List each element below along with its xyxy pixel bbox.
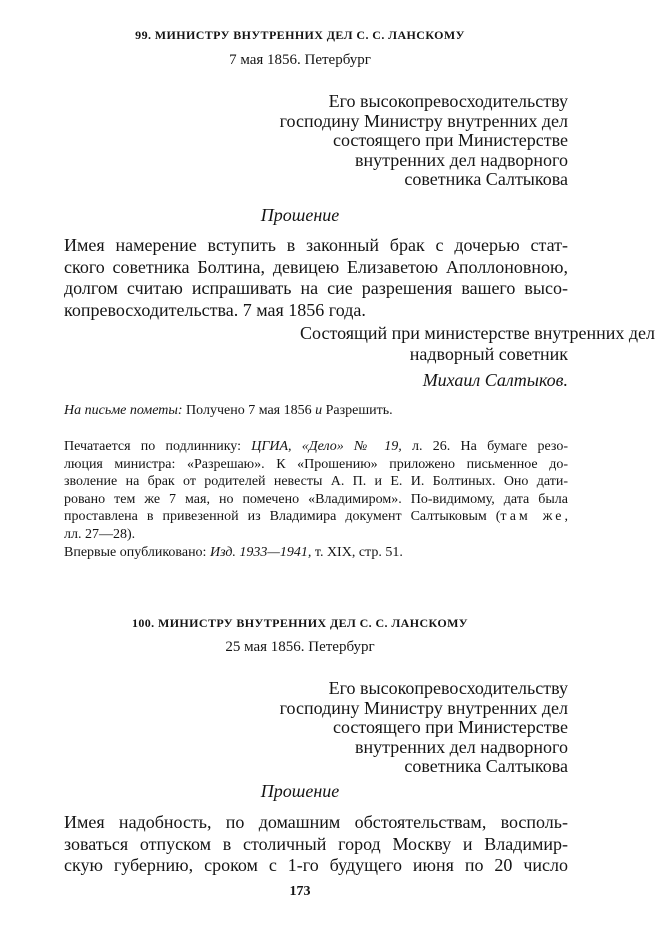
address-line: Его высокопревосходительству <box>328 91 568 111</box>
marks-and: и <box>315 403 323 418</box>
source-text: л. 26. На бумаге резо- <box>401 439 568 454</box>
publication-text: Впервые опубликовано: <box>64 544 210 560</box>
source-spaced: там же <box>500 509 565 525</box>
source-line: лл. 27—28). <box>64 526 136 542</box>
source-line <box>64 438 568 456</box>
body-line: копревосходительства. 7 мая 1856 года. <box>64 299 366 320</box>
page-number: 173 <box>289 884 311 899</box>
body-line: Имея надобность, по домашним обстоятельствам, восполь- <box>64 812 568 832</box>
letter-100-body <box>64 812 568 877</box>
letter-99-source-note <box>64 438 568 561</box>
publication-line <box>64 544 568 562</box>
source-line: ровано тем же 7 мая, но помечено «Владимиром». По-видимому, дата была <box>64 491 568 507</box>
body-line: Имея намерение вступить в законный брак с дочерью стат- <box>64 235 568 255</box>
address-line: господину Министру внутренних дел <box>279 697 568 718</box>
letter-100-genre-title: Прошение <box>260 781 340 801</box>
source-text: Печатается по подлиннику: <box>64 439 252 454</box>
letter-99-signature: Михаил Салтыков. <box>422 370 568 390</box>
letter-99-heading: 99. МИНИСТРУ ВНУТРЕННИХ ДЕЛ С. С. ЛАНСКОМУ <box>135 28 465 42</box>
publication-edition: Изд. 1933—1941, <box>209 544 312 560</box>
address-line: Его высокопревосходительству <box>328 678 568 698</box>
address-line: советника Салтыкова <box>404 756 568 777</box>
body-line: зоваться отпуском в столичный город Москву и Владимир- <box>64 833 568 854</box>
source-line: зволение на брак от родителей невесты А. П. и Е. И. Болтиных. Оно дати- <box>64 474 568 490</box>
body-line: долгом считаю испрашивать на сие разрешения вашего высо- <box>64 278 568 298</box>
marks-line <box>64 402 568 420</box>
body-line: ского советника Болтина, девицею Елизаветою Аполлоновною, <box>64 256 568 277</box>
letter-99-marks-note <box>64 402 568 420</box>
address-line: состоящего при Министерстве <box>332 717 568 738</box>
letter-100-heading: 100. МИНИСТРУ ВНУТРЕННИХ ДЕЛ С. С. ЛАНСКОМУ <box>131 616 469 630</box>
address-line: господину Министру внутренних дел <box>279 110 568 131</box>
letter-99-body <box>64 235 568 321</box>
marks-end: Разрешить. <box>322 403 393 418</box>
letter-99-genre-title: Прошение <box>260 205 340 225</box>
body-line: скую губернию, сроком с 1-го будущего июня по 20 число <box>64 855 568 875</box>
publication-text: т. XIX, стр. 51. <box>311 544 403 560</box>
letter-99-closing-1: Состоящий при министерстве внутренних дел <box>300 323 655 343</box>
address-line: советника Салтыкова <box>404 169 568 190</box>
letter-99-dateline: 7 мая 1856. Петербург <box>229 52 371 68</box>
address-line: внутренних дел надворного <box>355 149 568 170</box>
source-line: люция министра: «Разрешаю». К «Прошению» приложено письменное до- <box>64 456 568 472</box>
letter-100-dateline: 25 мая 1856. Петербург <box>225 639 375 655</box>
source-archive: ЦГИА, «Дело» № 19, <box>251 439 402 454</box>
source-line <box>64 508 568 526</box>
letter-99-closing-2: надворный советник <box>409 344 568 364</box>
letter-100-address <box>190 679 568 777</box>
address-line: внутренних дел надворного <box>355 736 568 757</box>
letter-99-address <box>190 92 568 190</box>
marks-text: Получено 7 мая 1856 <box>182 403 316 418</box>
address-line: состоящего при Министерстве <box>332 130 568 151</box>
marks-label: На письме пометы: <box>64 403 183 418</box>
source-text: , <box>564 509 568 525</box>
source-text: проставлена в привезенной из Владимира документ Салтыковым ( <box>64 509 501 525</box>
